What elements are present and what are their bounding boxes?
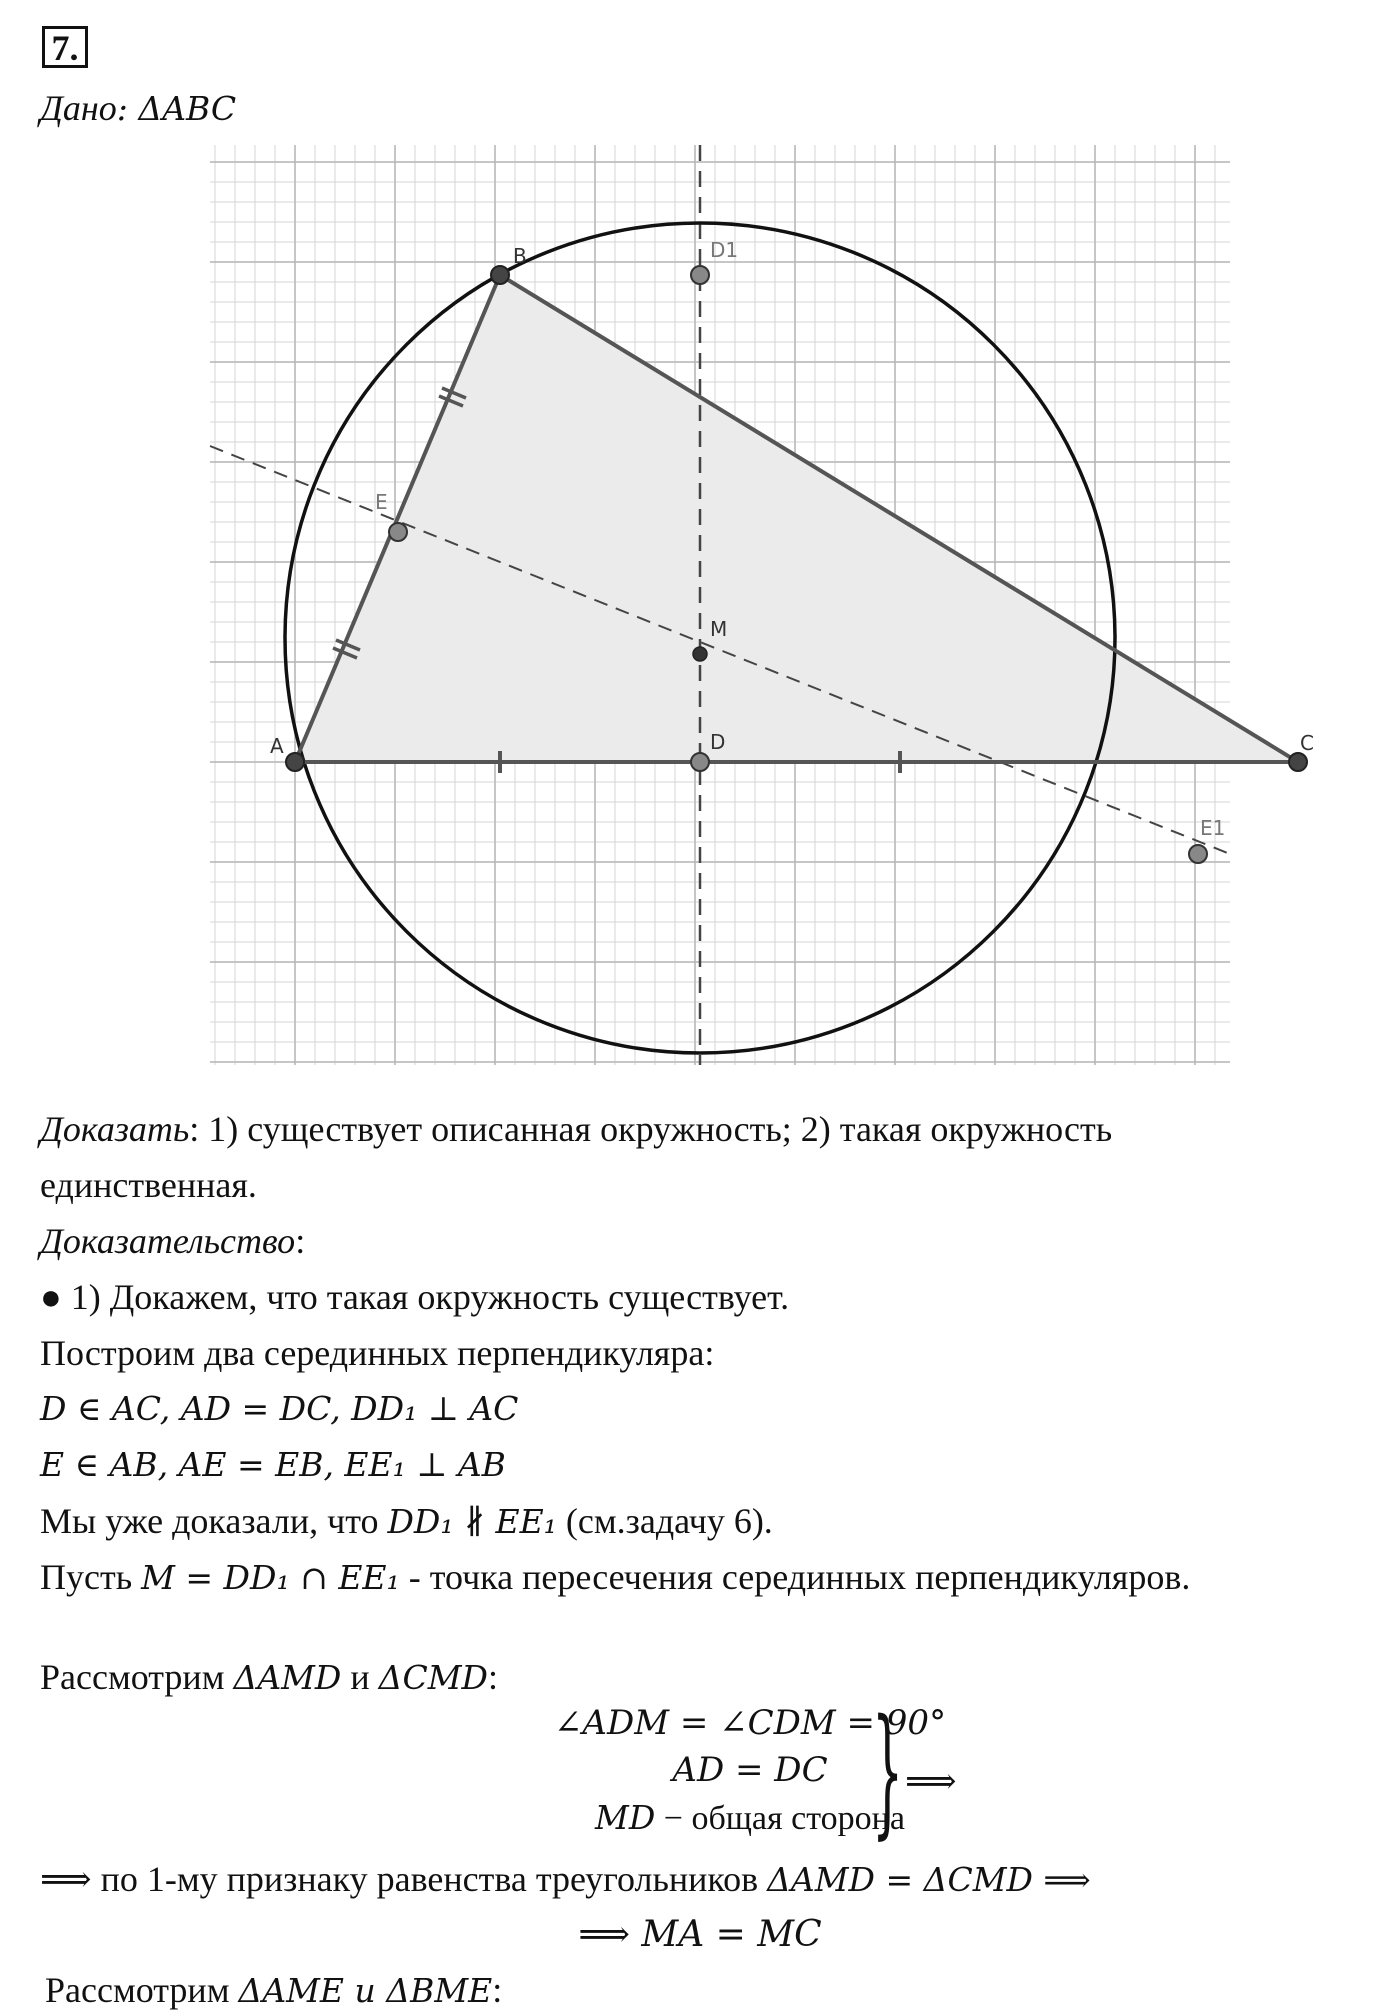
construct-line: Построим два серединных перпендикуляра: [40,1333,715,1373]
label-c: C [1300,731,1314,755]
point-d [691,753,709,771]
prove-line-1 [40,1107,1112,1151]
result-line: ⟹ MA = MC [578,1914,822,1955]
already-line [40,1499,773,1544]
consider2-pre: Рассмотрим [45,1970,239,2010]
label-m: M [710,617,728,641]
point-m [693,647,707,661]
proof-colon: : [295,1221,306,1261]
given-label: Дано [40,88,117,128]
point-e1 [1189,845,1207,863]
prove-text-2: единственная. [40,1165,257,1205]
task-number: 7. [42,26,88,68]
system-row-2: AD = DC [672,1750,828,1790]
prove-text-1: : 1) существует описанная окружность; 2) такая окружность [189,1109,1113,1149]
triangle-abc-fill [295,275,1298,762]
step1: ● 1) Докажем, что такая окружность существует. [40,1277,790,1317]
point-d1 [691,266,709,284]
let-pre: Пусть [40,1557,142,1597]
geometry-figure [210,145,1314,1065]
system-row-3-text: − общая сторона [655,1800,905,1837]
label-b: B [513,244,527,268]
let-line [40,1555,1190,1600]
consider2-line [45,1968,502,2013]
system-row-3-math: MD [595,1798,656,1837]
system-row-1: ∠ADM = ∠CDM = 90° [553,1703,947,1743]
consider2-post: : [492,1970,503,2010]
system-brace: } [872,1690,904,1853]
let-post: - точка пересечения серединных перпендикуляров. [399,1557,1191,1597]
prove-label: Доказать [40,1109,190,1149]
consider1-b: ΔCMD [378,1658,489,1697]
label-a: A [270,734,284,758]
label-d: D [710,730,726,754]
point-b [491,266,509,284]
equation-2: E ∈ AB, AE = EB, EE₁ ⊥ AB [40,1445,506,1484]
system-implies: ⟹ [905,1761,957,1801]
already-math: DD₁ ∦ EE₁ [387,1502,557,1541]
equation-1: D ∈ AC, AD = DC, DD₁ ⊥ AC [40,1389,519,1428]
conclusion-math: ΔAMD = ΔCMD ⟹ [767,1860,1091,1899]
consider1-line [40,1655,498,1700]
already-post: (см.задачу 6). [556,1501,773,1541]
label-d1: D1 [710,238,739,262]
label-e1: E1 [1200,816,1226,840]
already-pre: Мы уже доказали, что [40,1501,388,1541]
consider1-pre: Рассмотрим [40,1657,234,1697]
consider1-and: и [341,1657,379,1697]
consider1-a: ΔAMD [233,1658,342,1697]
proof-label: Доказательство [40,1221,296,1261]
let-math: M = DD₁ ∩ EE₁ [141,1558,400,1597]
consider1-post: : [488,1657,499,1697]
given-line [40,86,236,131]
conclusion-pre: ⟹ по 1-му признаку равенства треугольников [40,1859,768,1899]
given-value: : ΔABC [116,89,237,128]
point-e [389,523,407,541]
point-c [1289,753,1307,771]
proof-line [40,1219,305,1263]
consider2-math: ΔAME и ΔBME [238,1971,493,2010]
conclusion-line [40,1857,1091,1902]
label-e: E [375,490,388,514]
point-a [286,753,304,771]
